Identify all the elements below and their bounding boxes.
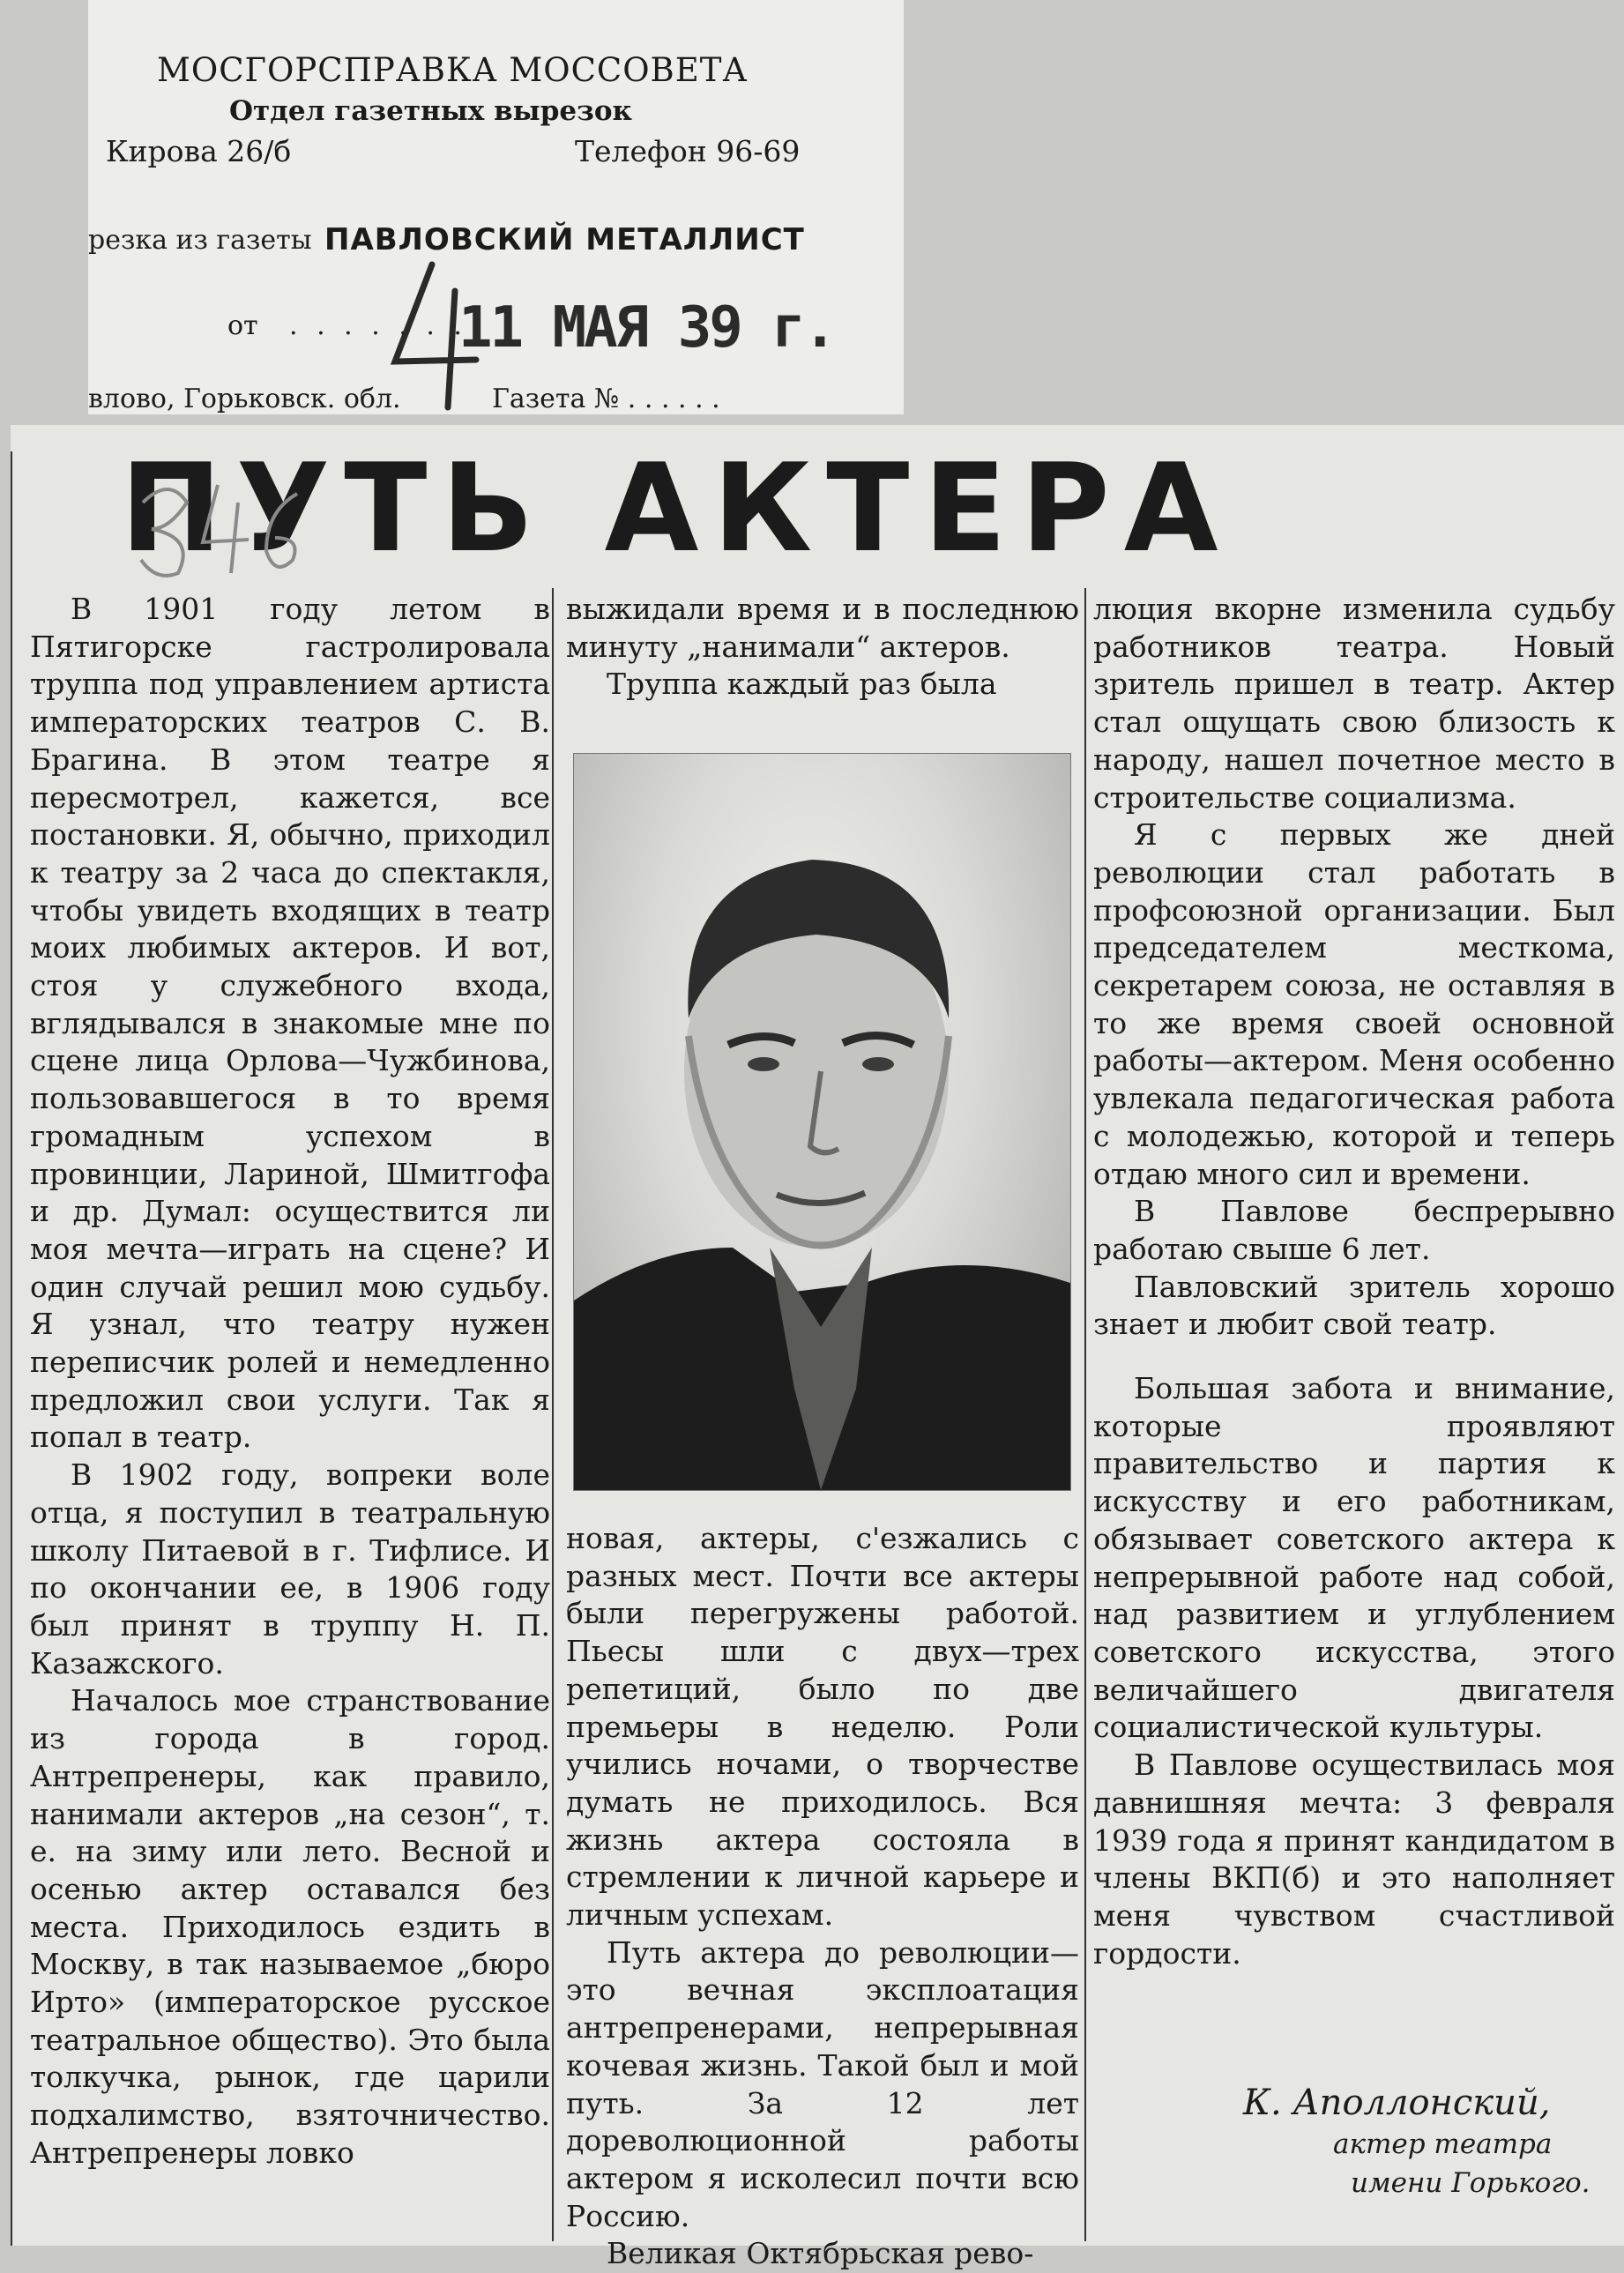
paragraph: В 1901 году летом в Пятигорске гастролировала труппа под управлением артиста императорских театров С. В. Брагина. В этом театре я пересмотрел, кажется, все постановки. Я, обычно, приходил к театру за 2 часа до спектакля, чтобы увидеть входящих в театр моих любимых актеров. И вот, стоя у служебного входа, вглядывался в знакомые мне по сцене лица Орлова—Чужбинова, пользовавшегося в то время громадным успехом в провинции, Лариной, Шмитгофа и др. Думал: осуществится ли моя мечта—играть на сцене? И один случай решил мою судьбу. Я узнал, что театру нужен переписчик ролей и немедленно предложил свои услуги. Так я попал в театр. — [30, 592, 550, 1455]
paragraph: В Павлове беспрерывно работаю свыше 6 лет. — [1093, 1194, 1615, 1266]
article-column-3 — [1093, 591, 1615, 1972]
article-column-2-top — [566, 591, 1079, 704]
paragraph: В Павлове осуществилась моя давнишняя мечта: 3 февраля 1939 года я принят кандидатом в члены ВКП(б) и это наполняет меня чувством счастливой гордости. — [1093, 1748, 1615, 1971]
author-signature-role: актер театра — [1333, 2128, 1553, 2160]
paragraph: Труппа каждый раз была — [607, 667, 997, 702]
paragraph: Великая Октябрьская рево- — [607, 2236, 1034, 2271]
column-divider-right — [1084, 588, 1086, 2241]
clipping-left-edge — [11, 451, 12, 2246]
paragraph: Большая забота и внимание, которые проявляют правительство и партия к искусству и его работникам, обязывает советского актера к непрерывной работе над собой, над развитием и углублением советского искусства, этого величайшего двигателя социалистической культуры. — [1093, 1371, 1615, 1745]
newspaper-name: ПАВЛОВСКИЙ МЕТАЛЛИСТ — [324, 222, 805, 257]
column-divider-left — [552, 588, 554, 2241]
newspaper-number-label: Газета № . . . . . . — [492, 384, 720, 414]
bureau-phone: Телефон 96-69 — [575, 134, 801, 168]
paragraph: Началось мое странствование из города в город. Антрепренеры, как правило, нанимали актеров „на сезон“, т. е. на зиму или лето. Весной и осенью актер оставался без места. Приходилось ездить в Москву, в так называемое „бюро Ирто» (императорское русское театральное общество). Это была толкучка, рынок, где царили подхалимство, взяточничество. Антрепренеры ловко — [30, 1683, 550, 2170]
bureau-name: МОСГОРСПРАВКА МОССОВЕТА — [157, 51, 749, 89]
pencil-archive-number — [134, 476, 310, 582]
paragraph: В 1902 году, вопреки воле отца, я поступил в театральную школу Питаевой в г. Тифлисе. И по окончании ее, в 1906 году был принят в труппу Н. П. Казажского. — [30, 1457, 550, 1681]
date-dots: . . . . . . . — [289, 310, 467, 341]
portrait-illustration — [574, 754, 1070, 1490]
paragraph: Я с первых же дней революции стал работать в профсоюзной организации. Был председателем месткома, секретарем союза, не оставляя в то же время своей основной работы—актером. Меня особенно увлекала педагогическая работа с молодежью, которой и теперь отдаю много сил и времени. — [1093, 817, 1615, 1191]
author-signature-name: К. Аполлонский, — [1243, 2083, 1551, 2123]
paragraph: выжидали время и в последнюю минуту „нанимали“ актеров. — [566, 592, 1079, 664]
paragraph: новая, актеры, с'езжались с разных мест. Почти все актеры были перегружены работой. Пьесы шли с двух—трех репетиций, было по две премьеры в неделю. Роли учились ночами, о творчестве думать не приходилось. Вся жизнь актера состояла в стремлении к личной карьере и личным успехам. — [566, 1521, 1079, 1933]
handwritten-digit-four — [370, 256, 494, 414]
author-portrait-photo — [573, 753, 1071, 1491]
newspaper-clipping — [11, 425, 1624, 2271]
newspaper-city: вловo, Горьковск. обл. — [88, 384, 401, 414]
date-stamp: 11 МАЯ 39 г. — [458, 295, 835, 361]
clipping-bureau-header — [88, 0, 904, 414]
paragraph: Путь актера до революции—это вечная эксплоатация антрепренерами, непрерывная кочевая жизнь. Такой был и мой путь. За 12 лет дореволюционной работы актером я исколесил почти всю Россию. — [566, 1934, 1079, 2233]
paragraph: Павловский зритель хорошо знает и любит свой театр. — [1093, 1269, 1615, 1342]
clipping-source-label: резка из газеты — [88, 225, 312, 256]
author-signature-theatre: имени Горького. — [1351, 2167, 1590, 2199]
article-column-2-bottom — [566, 1520, 1079, 2273]
bureau-department: Отдел газетных вырезок — [229, 95, 632, 127]
article-headline: ПУТЬ АКТЕРА — [120, 437, 1233, 579]
paragraph: люция вкорне изменила судьбу работников театра. Новый зритель пришел в театр. Актер стал ощущать свою близость к народу, нашел почетное место в строительстве социализма. — [1093, 592, 1615, 815]
article-column-1 — [30, 591, 550, 2172]
bureau-address: Кирова 26/б — [106, 134, 292, 168]
date-label: от — [227, 310, 258, 341]
